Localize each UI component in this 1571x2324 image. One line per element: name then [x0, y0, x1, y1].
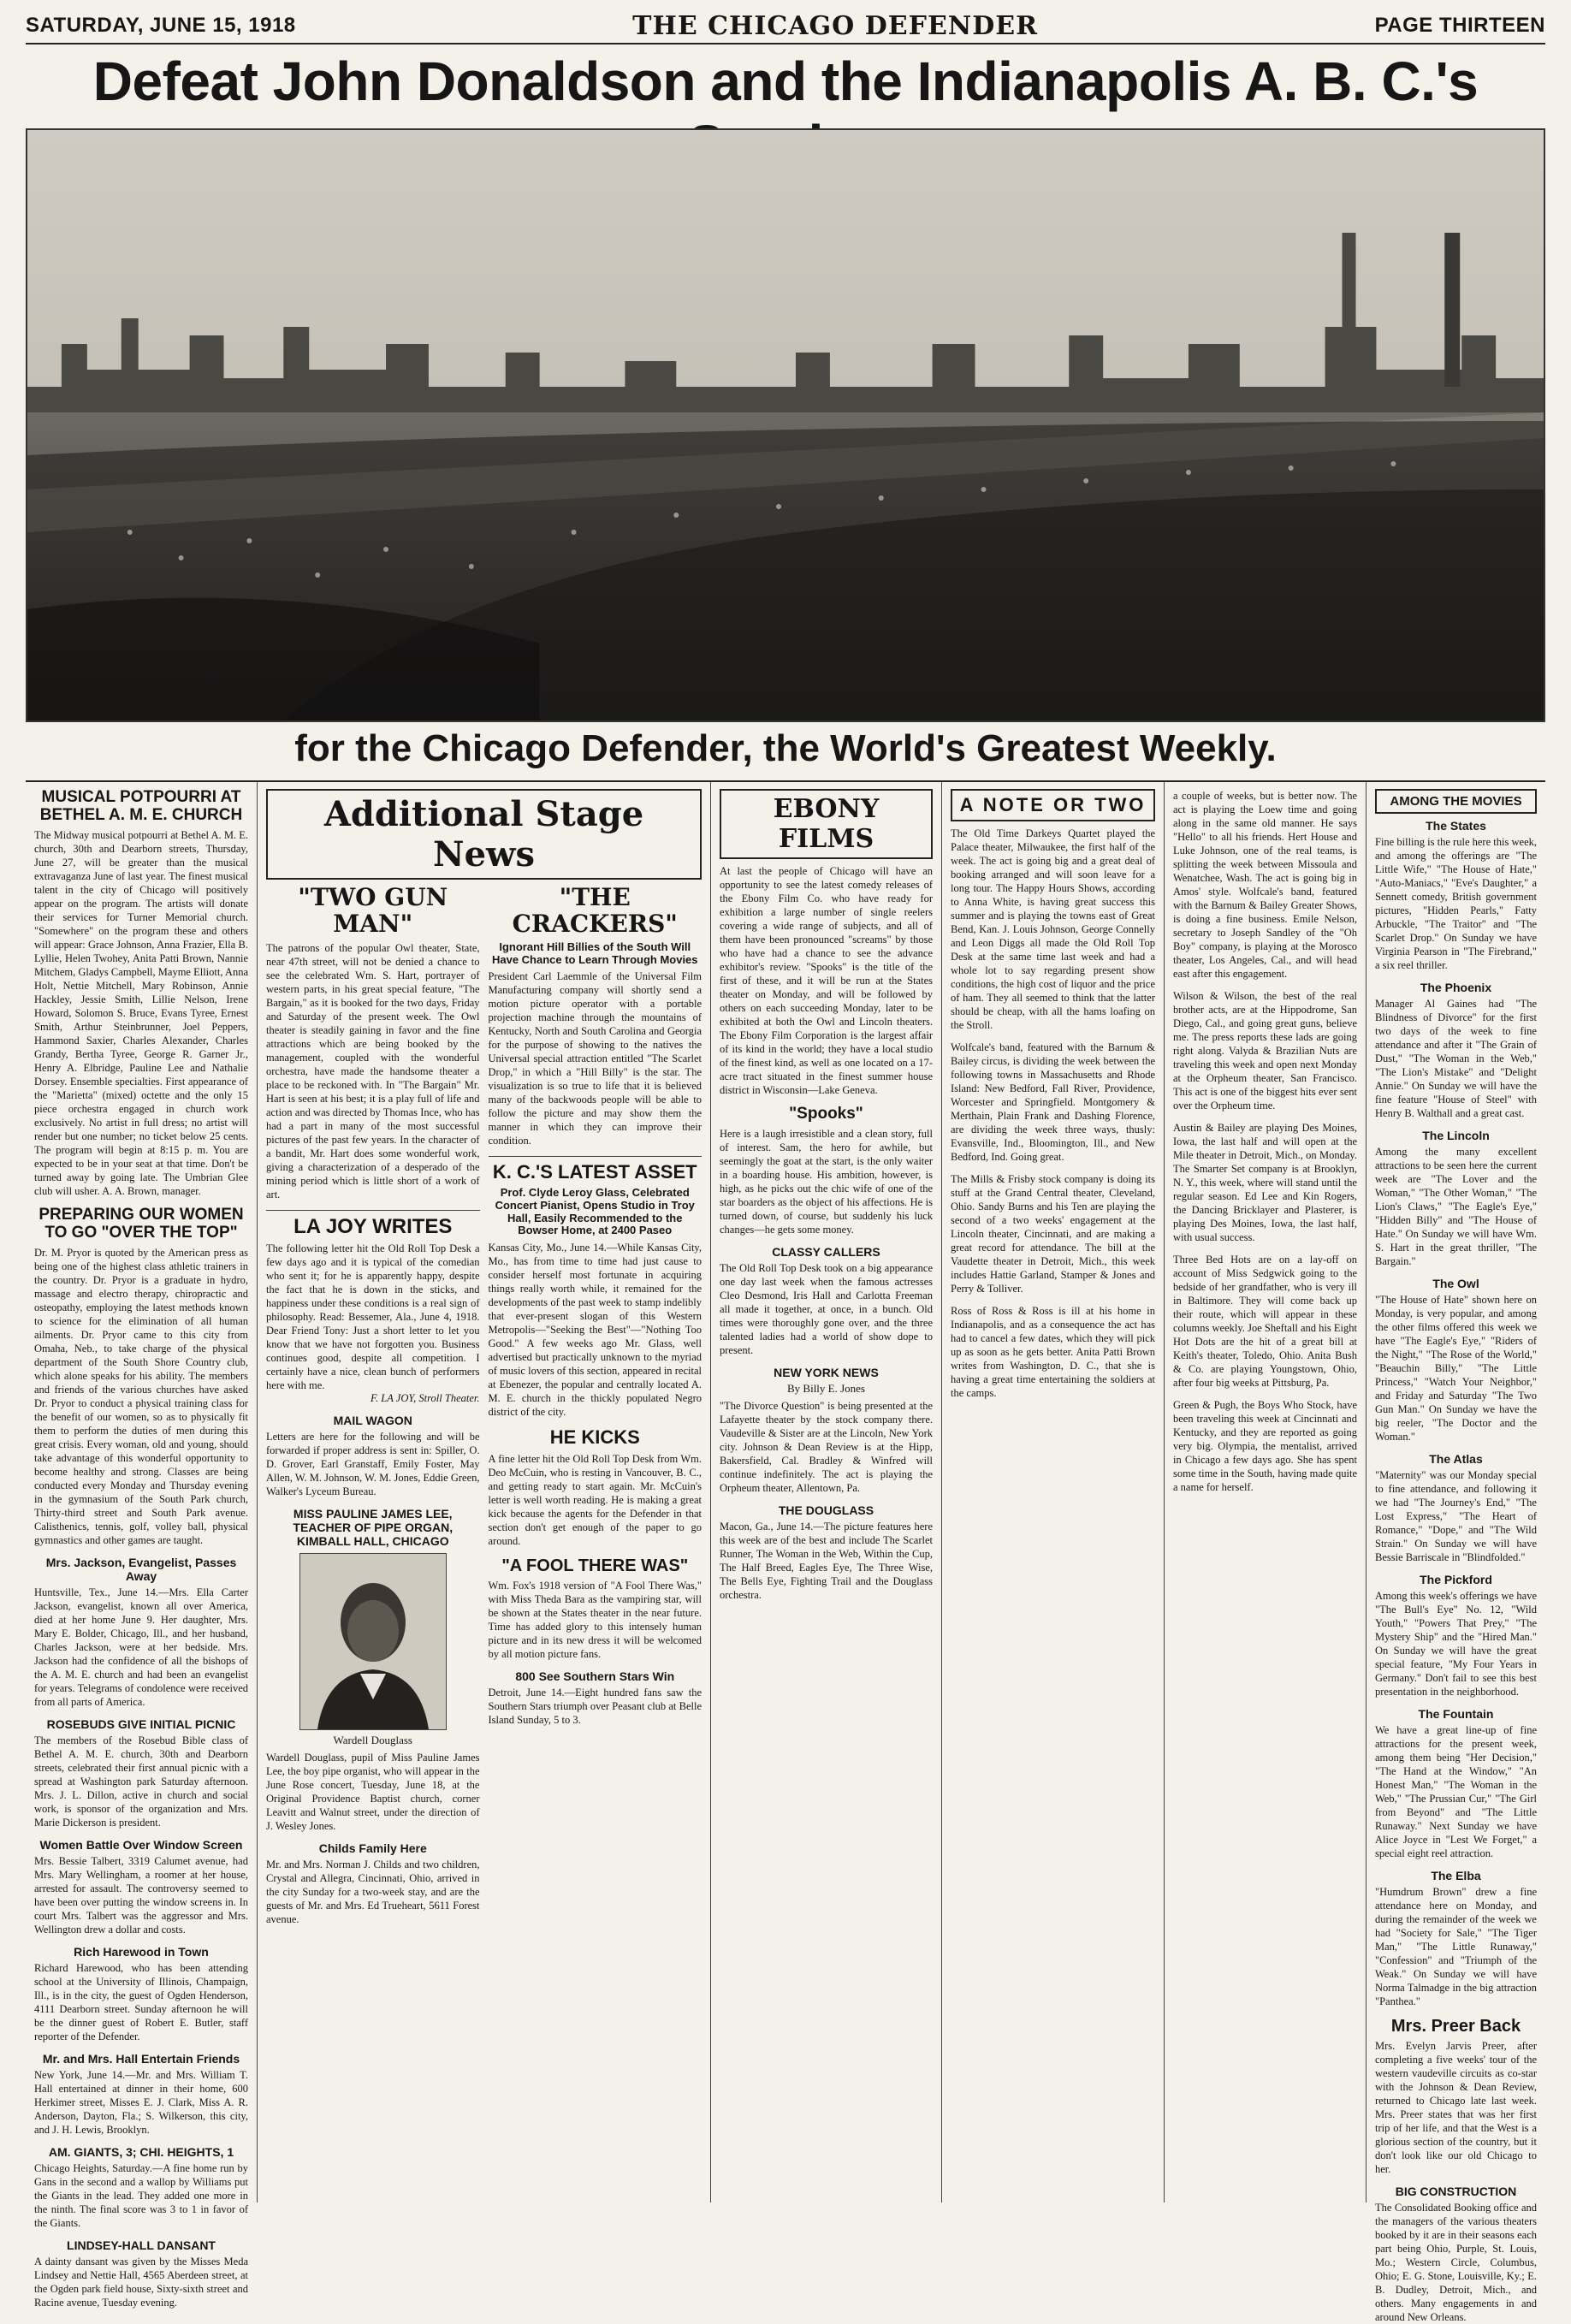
article-mail-wagon [266, 1414, 480, 1498]
theater-name: The Atlas [1429, 1452, 1483, 1466]
article-musical-potpourri [34, 789, 248, 1198]
article-southern-stars [489, 1669, 703, 1727]
article-headline: Mr. and Mrs. Hall Entertain Friends [42, 2051, 240, 2066]
stage-subcolumn-right [489, 885, 703, 1935]
article-headline: Women Battle Over Window Screen [39, 1837, 243, 1852]
article-he-kicks [489, 1427, 703, 1547]
theater-listing: "Maternity" was our Monday special to fine attendance, and following it we had "The Journey's End," "The Lost Express," "The Heart of Romance," "Dope," and "The Wild Strain." On Sunday we will have Bessie Barriscale in "Blindfolded." [1375, 1469, 1537, 1563]
theater-the-pickford [1375, 1573, 1537, 1699]
letter-signature: F. LA JOY, Stroll Theater. [371, 1391, 480, 1404]
theater-name: The Elba [1431, 1869, 1481, 1882]
main-headline: Defeat John Donaldson and the Indianapolis A. B. C.'s [92, 50, 1479, 112]
theater-the-phoenix [1375, 981, 1537, 1120]
article-giants-score [34, 2145, 248, 2230]
note-paragraph: Wilson & Wilson, the best of the real brother acts, are at the Hippodrome, San Diego, Cal., and going great guns, believe me. The press reports these lads are going right along. Valyda & Brazilian Nuts are traveling this week and open next Monday at the Orpheum theater, San Francisco. This act is one of the biggest hits ever sent over the Orpheum time. [1173, 990, 1357, 1112]
crowd-photo [26, 128, 1545, 722]
article-body: Wardell Douglass, pupil of Miss Pauline James Lee, the boy pipe organist, who will appear in the June Rose concert, Tuesday, June 18, at the Original Providence Baptist church, corner Leavitt and Walnut street, under the direction of J. Wesley Jones. [266, 1751, 480, 1832]
note-paragraph: Austin & Bailey are playing Des Moines, Iowa, the last half and will open at the Mile theater in Detroit, Mich., on Monday. The Smarter Set company is at Brooklyn, N. Y., this week, where will stand until the regular season. Ed Lee and Kin Rogers, the Dancing Bricklayer and Plasterer, is playing Des Moines, Iowa, the last half, with usual success. [1173, 1122, 1357, 1243]
article-body: Here is a laugh irresistible and a clean story, full of interest. Sam, the hero for awhile, but seemingly the goat at the start, is the only waiter in a boarding house. His ambition, however, is high, as he picks out the chic wife of one of the star boarders as the object of his affections. He is turned down, of course, but suddenly his luck changes—he gets some money. [720, 1127, 933, 1236]
article-headline: PREPARING OUR WOMEN TO GO "OVER THE TOP" [39, 1205, 244, 1242]
photo-subheadline: for the Chicago Defender, the World's Greatest Weekly. [294, 727, 1277, 769]
theater-listing: We have a great line-up of fine attractions for the present week, among them being "Her Decision," "The Hand at the Window," "An Honest Man," "The Woman in the Web," "The Prussian Cur," "The Girl from Beyond" and "The Little Runaway." Next Sunday we have Alice Joyce in "Lest We Forget," a special eight reel attraction. [1375, 1724, 1537, 1859]
theater-listing: Fine billing is the rule here this week, and among the offerings are "The Little Wife," "The House of Hate," "Auto-Maniacs," "Eve's Daughter," a Sennett comedy, British government pictures, "Hidden Pearls," Fatty Arbuckle, "The Traitor" and "The Scarlet Drop." On Sunday we have Virginia Pearson in "The Firebrand," a six reel thriller. [1375, 836, 1537, 971]
article-spooks [720, 1106, 933, 1236]
article-byline: By Billy E. Jones [786, 1381, 865, 1395]
article-headline: ROSEBUDS GIVE INITIAL PICNIC [46, 1716, 236, 1731]
article-headline: Mrs. Preer Back [1390, 2017, 1521, 2036]
article-headline: Childs Family Here [318, 1841, 427, 1855]
article-pauline-lee [266, 1507, 480, 1833]
article-body: Macon, Ga., June 14.—The picture features here this week are of the best and include The Scarlet Runner, The Woman in the Web, Within the Cup, The Half Breed, Eagles Eye, The Three Wise, The Bells Eye, Fighting Trail and the Douglass orchestra. [720, 1520, 933, 1601]
theater-the-fountain [1375, 1707, 1537, 1860]
theater-name: The States [1426, 819, 1486, 833]
article-body: The members of the Rosebud Bible class of Bethel A. M. E. church, 30th and Dearborn streets, celebrated their first annual picnic with a spread at Washington park Saturday afternoon. Mrs. J. L. Dillon, active in church and social work, is sponsor of the organization and Mrs. Marie Dickerson is president. [34, 1734, 248, 1829]
note-paragraph: Wolfcale's band, featured with the Barnum & Bailey circus, is dividing the week between the following towns in Massachusetts and Rhode Island: New Bedford, Fall River, Providence, Worcester and Springfield. Montgomery & Merthain, Plain Frank and Dashing Florence, are dividing the week three ways, thusly: Evansville, Ind., Bloomington, Ill., and New Bedford, Ind. Going great. [951, 1041, 1155, 1163]
article-rosebuds [34, 1717, 248, 1829]
article-headline: "THE CRACKERS" [512, 883, 678, 938]
note-paragraph: Green & Pugh, the Boys Who Stock, have been traveling this week at Cincinnati and Kentucky, and they are reported as going very big. Olympia, the mentalist, arrived in Chicago a few days ago. She has spent some time in the South, having made quite a name for herself. [1173, 1399, 1357, 1493]
portrait-caption: Wardell Douglass [333, 1733, 412, 1746]
theater-name: The Fountain [1418, 1707, 1494, 1721]
article-body: Chicago Heights, Saturday.—A fine home run by Gans in the second and a wallop by Williams put the Giants in the lead. They added one more in the ninth. The final score was 3 to 1 in favor of the Giants. [34, 2161, 248, 2229]
article-headline: K. C.'S LATEST ASSET [492, 1161, 697, 1183]
article-body: The Old Roll Top Desk took on a big appearance one day last week when the famous actresses Cleo Desmond, Iris Hall and Carlotta Freeman all made it together, at once, in a bunch. Old times were thoroughly gone over, and the three talented ladies had a world of show dope to present. [720, 1261, 933, 1356]
theater-listing: Manager Al Gaines had "The Blindness of Divorce" for the first two days of the week to fine attendance and after it "The Grain of Dust," "The Woman in the Web," "The Lion's Mistake" and "Delight Annie." On Sunday we will have the fine feature "House of Steel" with Henry B. Walthall and a great cast. [1375, 998, 1537, 1119]
column-3 [710, 782, 941, 2202]
note-paragraph: Three Bed Hots are on a lay-off on account of Miss Sedgwick going to the bedside of her grandfather, who is very ill in Baltimore. They will come back up their route, which will appear in these columns weekly. Joe Sheftall and his Eight Hot Dots are the hit of a great bill at Keith's theater, Toledo, Ohio. Anita Bush & Co. are playing Youngstown, Ohio, after four big weeks at Pittsburg, Pa. [1173, 1254, 1357, 1389]
article-body: Mrs. Bessie Talbert, 3319 Calumet avenue, had Mrs. Mary Wellingham, a roomer at her house, arrested for assault. The controversy seemed to have been over putting the window screens in. In court Mrs. Talbert was the aggressor and Mrs. Wellington drew a dollar and costs. [34, 1854, 248, 1936]
article-body: New York, June 14.—Mr. and Mrs. William T. Hall entertained at dinner in their home, 600 Herkimer street, Misses E. J. Clark, Miss A. R. Anderson, Dayton, Fla.; S. Wilkerson, this city, and J. H. Lewis, Brooklyn. [34, 2068, 248, 2136]
theater-name: The Lincoln [1422, 1129, 1490, 1142]
note-paragraph: The Old Time Darkeys Quartet played the Palace theater, Milwaukee, the first half of the week. The act is going big and a great deal of booking arranged and will soon leave for a long tour. The Happy Hours Shows, according to Anna White, is having great success this summer and is playing the towns east of Great Bend, Kan. J. Louis Johnson, George Connelly and Leon Diggs all made the Old Roll Top Desk at the same time last week and had a whole lot to say regarding present show conditions, the high cost of liquor and the price of ham. They all seemed to think that the latter should be cheap, with all the hams loafing on the Stroll. [951, 827, 1155, 1031]
article-headline: THE DOUGLASS [778, 1503, 874, 1517]
note-paragraph: Ross of Ross & Ross is ill at his home in Indianapolis, and as a consequence the act has had to cancel a few dates, which they will pick up as soon as he gets better. Anita Patti Brown writes from Washington, D. C., that she is having a great time entertaining the soldiers at the camps. [951, 1305, 1155, 1399]
article-lindsey-hall [34, 2238, 248, 2309]
article-mrs-preer-back [1375, 2017, 1537, 2176]
theater-listing: "Humdrum Brown" drew a fine attendance here on Monday, and during the remainder of the week we had "Society for Sale," "The Tiger Man," "The Little Runaway," "Confession" and "Triumph of the Weak." On Sunday we will have Norma Talmadge in the big attraction "Panthea." [1375, 1886, 1537, 2007]
article-deck: Prof. Clyde Leroy Glass, Celebrated Concert Pianist, Opens Studio in Troy Hall, Easily Recommended to the Bowser Home, at 2400 Paseo [495, 1185, 695, 1237]
theater-the-elba [1375, 1869, 1537, 2008]
article-body: Richard Harewood, who has been attending school at the University of Illinois, Champaign, Ill., is in the city, the guest of Ogden Henderson, 4111 Dearborn street. Sunday afternoon he will be the dinner guest of Robert E. Butler, staff reporter of the Defender. [34, 1961, 248, 2042]
article-classy-callers [720, 1245, 933, 1357]
article-body: Wm. Fox's 1918 version of "A Fool There Was," with Miss Theda Bara as the vampiring star, will be shown at the States theater in the near future. Time has added glory to this intensely human picture and in its new dress it will be welcomed by all motion picture fans. [488, 1579, 702, 1660]
theater-name: The Pickford [1420, 1573, 1492, 1586]
article-la-joy [266, 1216, 480, 1405]
article-body: A dainty dansant was given by the Misses Meda Lindsey and Nettie Hall, 4565 Aberdeen street, at the Ogden park field house, Sixty-sixth street and Racine avenue, Tuesday evening. [34, 2255, 248, 2309]
news-columns [26, 780, 1545, 2323]
article-body: At last the people of Chicago will have an opportunity to see the latest comedy releases of the Ebony Film Co. who have ready for exhibition a large number of single reelers covering a wide range of subjects, and all of them have been pronounced "screams" by those who have had a chance to see the advance exhibitor's review. "Spooks" is the title of the first of these, and it will be run at the States theater on Monday, and will be followed by others on each succeeding Monday, later to be exhibited at both the Owl and Lincoln theaters. The Ebony Film Corporation is the largest affair of its kind in the world; they have a local studio of the finest kind, as well as one located on a 17-acre tract situated in the finest summer house district in Wisconsin—Lake Geneva. [720, 865, 933, 1096]
masthead [26, 9, 1545, 44]
note-paragraph: The Mills & Frisby stock company is doing its stuff at the Grand Central theater, Cleveland, Ohio. Sandy Burns and his Ten are playing the second of a two weeks' engagement at the Lincoln theater, Cincinnati, and are making a great record for attendance. The bill at the Vaudette theater in Detroit, Mich., this week includes Hattie Garland, Stamper & Jones and Perry & Tolliver. [951, 1173, 1155, 1295]
theater-listing: Among the many excellent attractions to be seen here the current week are "The Lover and the Woman," "The Other Woman," "The Lion's Claws," "The Eagle's Eye," "Hidden Billy" and "The House of Hate." On Sunday we will have Wm. S. Hart in the great thriller, "The Bargain." [1375, 1146, 1537, 1267]
article-headline: NEW YORK NEWS [774, 1365, 879, 1379]
article-headline: MAIL WAGON [333, 1413, 412, 1427]
theater-name: The Phoenix [1420, 981, 1492, 994]
article-body: The Midway musical potpourri at Bethel A. M. E. church, 30th and Dearborn streets, Thursday, June 27, will be greater than the musical extravaganza June of last year. The finest musical talent in the city of Chicago will positively appear on the program. The artists will donate their services for Turner Memorial church. "Somewhere" on the program these and others will appear: Grace Johnson, Anna Frazier, Ella B. Lyllie, Helen Twohey, Anita Patti Brown, Nannie Mitchem, Gladys Campbell, Mayme Elliott, Anna Holt, Nettie Mitchell, Mary Robinson, Annie Hackley, Jessie Smith, Lillie Nelson, Irene Howard, Solomon S. Bruce, Evans Tyree, Ernest Smith, Arthur Steinbrunner, Joel Peppers, Hammond Saxier, Charles Alexander, Charles Grandy, Bertha Tyree, George R. Garner Jr., Henry A. Elbridge, Pauline Lee and Nathalie Dorsey. Ensemble specialties. First appearance of the "Marietta" (mixed) octette and the only 15 piece orchestra engaged in church work exclusively. No artist in full dress; no artist will render but one number; no ticket below 25 cents. The program will begin at 8:15 p. m. You are expected to be in your seat at that time. Don't be turned away by going late. The Umbrian Glee club will usher. A. A. Brown, manager. [34, 828, 248, 1197]
article-body: President Carl Laemmle of the Universal Film Manufacturing company will shortly send a motion picture operator with a portable projection machine through the mountains of Kentucky, North and South Carolina and Georgia for the purpose of showing to the natives the Universal special attraction entitled "The Scarlet Drop," in which a "Hill Billy" is the star. The visualization is so true to life that it is believed many of the backwoods people will be able to follow the picture and may show them the manner in which they can improve their condition. [488, 970, 702, 1147]
article-headline: LA JOY WRITES [293, 1214, 453, 1238]
divider [489, 1156, 703, 1157]
theater-the-lincoln [1375, 1129, 1537, 1268]
divider [266, 1210, 480, 1211]
article-body: Mr. and Mrs. Norman J. Childs and two children, Crystal and Allegra, Cincinnati, Ohio, arrived in the city Sunday for a two-week stay, and are the guests of Mr. and Mrs. Ed Trueheart, 5611 Forest avenue. [266, 1858, 480, 1925]
article-headline: CLASSY CALLERS [772, 1244, 880, 1259]
crowd-photo-image [27, 130, 1544, 720]
theater-the-owl [1375, 1277, 1537, 1444]
section-banner: AMONG THE MOVIES [1375, 789, 1537, 814]
column-6 [1366, 782, 1545, 2323]
article-headline: BIG CONSTRUCTION [1395, 2185, 1517, 2198]
article-ebony-films [720, 864, 933, 1097]
article-body: The Consolidated Booking office and the managers of the various theaters booked by it are in their seasons each part being Ohio, Purple, St. Louis, Mo.; Western Circle, Columbus, Ohio; E. G. Stone, Louisville, Ky.; E. B. Dudley, Detroit, Mich., and others. Many engagements in and around New Orleans. [1375, 2202, 1537, 2323]
article-headline: HE KICKS [549, 1426, 640, 1449]
article-the-douglass [720, 1503, 933, 1602]
article-body: Kansas City, Mo., June 14.—While Kansas City, Mo., has from time to time had just cause to consider herself most fortunate in acquiring things really worth while, it remained for the developments of the past week to stamp indelibly that ever-present slogan of this Western Metropolis—"Seeking the Best"—"Nothing Too Good." A few weeks ago Mr. Glass, well advertised but practically unknown to the myriad of music lovers of this section, appeared in recital at Ebenezer, the popular and centrally located A. M. E. church in the thickly populated Negro district of the city. [488, 1242, 702, 1419]
theater-name: The Owl [1432, 1277, 1479, 1290]
article-headline: "TWO GUN MAN" [298, 883, 448, 938]
theater-the-atlas [1375, 1452, 1537, 1564]
article-body: "The Divorce Question" is being presented at the Lafayette theater by the stock company there. Vaudeville & Sister are at the Lincoln, New York city. Johnson & Dean Review is at the Hipp, Bakersfield, Cal. Bradley & Winfred will continue indefinitely. The act is playing the Orpheum theater, Allentown, Pa. [720, 1399, 933, 1494]
theater-listing: Among this week's offerings we have "The Bull's Eye" No. 12, "Wild Youth," "Powers That Prey," "The Mystery Ship" and the "Hired Man." On Sunday we will have the great special feature, "My Four Years in Germany." Don't fail to see this best presentation in the neighborhood. [1375, 1590, 1537, 1698]
article-deck: Ignorant Hill Billies of the South Will Have Chance to Learn Through Movies [491, 940, 698, 966]
article-headline: AM. GIANTS, 3; CHI. HEIGHTS, 1 [48, 2144, 234, 2159]
article-headline: MUSICAL POTPOURRI AT BETHEL A. M. E. CHURCH [39, 788, 243, 824]
article-headline: LINDSEY-HALL DANSANT [67, 2238, 216, 2252]
article-a-fool-there-was [489, 1556, 703, 1661]
article-body: Huntsville, Tex., June 14.—Mrs. Ella Carter Jackson, evangelist, known all over America, died at her home June 9. Her daughter, Mrs. Mary E. Bolder, Chicago, Ill., and her husband, Charles Jackson, were at her bedside. Mrs. Jackson had the confidence of all the bishops of the A. M. E. church and had been an evangelist for years. Telegrams of condolence were received from all parts of America. [34, 1586, 248, 1708]
article-body: Detroit, June 14.—Eight hundred fans saw the Southern Stars triumph over Peasant club at Belle Island Sunday, 5 to 3. [488, 1686, 702, 1726]
article-two-gun-man [266, 885, 480, 1201]
column-5 [1164, 782, 1366, 2202]
page-number: PAGE THIRTEEN [1374, 14, 1545, 37]
article-hall-friends [34, 2052, 248, 2137]
column-2 [257, 782, 710, 2202]
article-headline: MISS PAULINE JAMES LEE, TEACHER OF PIPE ORGAN, KIMBALL HALL, CHICAGO [293, 1506, 454, 1548]
article-body: Mrs. Evelyn Jarvis Preer, after completing a five weeks' tour of the western vaudeville circuits as co-star with the Johnson & Dean Review, returned to Chicago late last week. Mrs. Preer states that was her first trip of her life, and that the West is a glorious section of the country, but it don't look like our old Chicago to her. [1375, 2040, 1537, 2175]
article-headline: Mrs. Jackson, Evangelist, Passes Away [45, 1555, 237, 1583]
column-4 [941, 782, 1164, 2202]
article-window-screen [34, 1838, 248, 1936]
article-mrs-jackson [34, 1556, 248, 1709]
section-banner: Additional Stage News [266, 789, 702, 880]
article-body: Letters are here for the following and will be forwarded if proper address is sent in: Spiller, O. D. Grover, Earl Granstaff, Emily Foster, May Allen, W. M. Johnson, W. M. Jones, Eddie Green, Walker's Lyceum Bureau. [266, 1430, 480, 1497]
article-headline: 800 See Southern Stars Win [515, 1669, 675, 1683]
theater-the-states [1375, 819, 1537, 972]
article-big-construction [1375, 2185, 1537, 2324]
stage-subcolumn-left [266, 885, 480, 1935]
article-headline: "Spooks" [789, 1105, 863, 1123]
section-banner: EBONY FILMS [720, 789, 933, 859]
newspaper-title: THE CHICAGO DEFENDER [632, 10, 1039, 41]
section-banner: A NOTE OR TWO [951, 789, 1155, 821]
theater-listing: "The House of Hate" shown here on Monday, is very popular, and among the other films offered this week we have "The Eagle's Eye," "Riders of the Night," "The Rose of the World," "Beauchin Billy," "The Little Princess," "Watch Your Neighbor," and Friday and Saturday "The Two Gun Man." On Sunday we have the big reeler, "The Doctor and the Woman." [1375, 1294, 1537, 1443]
note-paragraph: a couple of weeks, but is better now. The act is playing the Loew time and going along in the same old manner. He says "Hello" to all his friends. Hert House and Luke Johnson, one of the real teams, is splitting the week between Missoula and Wenatchee, Wash. The act is going big in Amos' style. Wolfcale's band, featured with the Barnum & Bailey Greater Shows, is doing a fine business. Emile Nelson, secretary to Joseph Sandley of the "Oh Boy" company, is playing at the Morosco theater, Los Angeles, Cal., and will head east after this engagement. [1173, 790, 1357, 980]
article-kc-latest-asset [489, 1162, 703, 1419]
article-rich-harewood [34, 1945, 248, 2043]
stage-news-subcolumns [266, 885, 702, 1935]
article-headline: "A FOOL THERE WAS" [501, 1556, 689, 1575]
article-body: A fine letter hit the Old Roll Top Desk from Wm. Deo McCuin, who is resting in Vancouver, B. C., and getting ready to start again. Mr. McCuin's letter is well worth reading. He is making a great kick because the agents for the Defender in that section don't get enough of the paper to go around. [488, 1452, 702, 1547]
article-preparing-women [34, 1206, 248, 1547]
article-headline: Rich Harewood in Town [74, 1944, 209, 1959]
article-new-york-news [720, 1366, 933, 1495]
portrait-image [300, 1554, 446, 1729]
issue-date: SATURDAY, JUNE 15, 1918 [26, 14, 296, 37]
column-1 [26, 782, 257, 2309]
article-body: The patrons of the popular Owl theater, State, near 47th street, will not be denied a chance to see the celebrated Wm. S. Hart, portrayer of western parts, in his great special feature, "The Bargain," as it is booked for the two days, Friday and Saturday of the present week. The Owl theater is steadily gaining in favor and the fine attractions which are being booked by the management, coupled with the wonderful orchestra, have made the handsome theater a place to be reckoned with. In "The Bargain" Mr. Hart is seen at his best; it is a play full of life and action and was directed by Thomas Ince, who has had a part in many of the most successful pictures of the past few years. In the character of a bandit, Mr. Hart does some wonderful work, giving a characterization of a desperado of the mining period which is little short of a work of art. [266, 941, 480, 1201]
article-body: Dr. M. Pryor is quoted by the American press as being one of the highest class athletic trainers in the country. Dr. Pryor is a graduate in hydro, massage and electro therapy, chiropractic and osteopathy, employing the latest methods known to science for the elimination of all human ailments. Dr. Pryor came to this city from Omaha, Neb., to take charge of the physical department of the South Shore Country club, which alone speaks for his ability. The members and friends of the various churches have asked Dr. Pryor to conduct a physical training class for the benefit of our women, so as to physically fit them to perform the duties of men during this great crisis. Every woman, old and young, should take advantage of this wonderful opportunity to become healthy and strong. Classes are being conducted every Monday and Thursday evening in the gymnasium of the South Park church, Thirty-third street and South Park avenue. Calisthenics, tennis, golf, volley ball, physical gymnastics and other games are taught. [34, 1246, 248, 1546]
article-body: The following letter hit the Old Roll Top Desk a few days ago and it is typical of the comedian who sent it; for he is apparently happy, despite the fact that he is down in the sticks, and happiness under these conditions is a real sign of philosophy. Read: Bessemer, Ala., June 4, 1918. Dear Friend Tony: Just a short letter to let you know that we have not forgotten you. Business continues good, despite all competition. I certainly have a nice, clean bunch of performers here with me. [266, 1242, 480, 1391]
article-childs-family [266, 1841, 480, 1926]
article-the-crackers [489, 885, 703, 1147]
portrait-photo [299, 1553, 447, 1730]
